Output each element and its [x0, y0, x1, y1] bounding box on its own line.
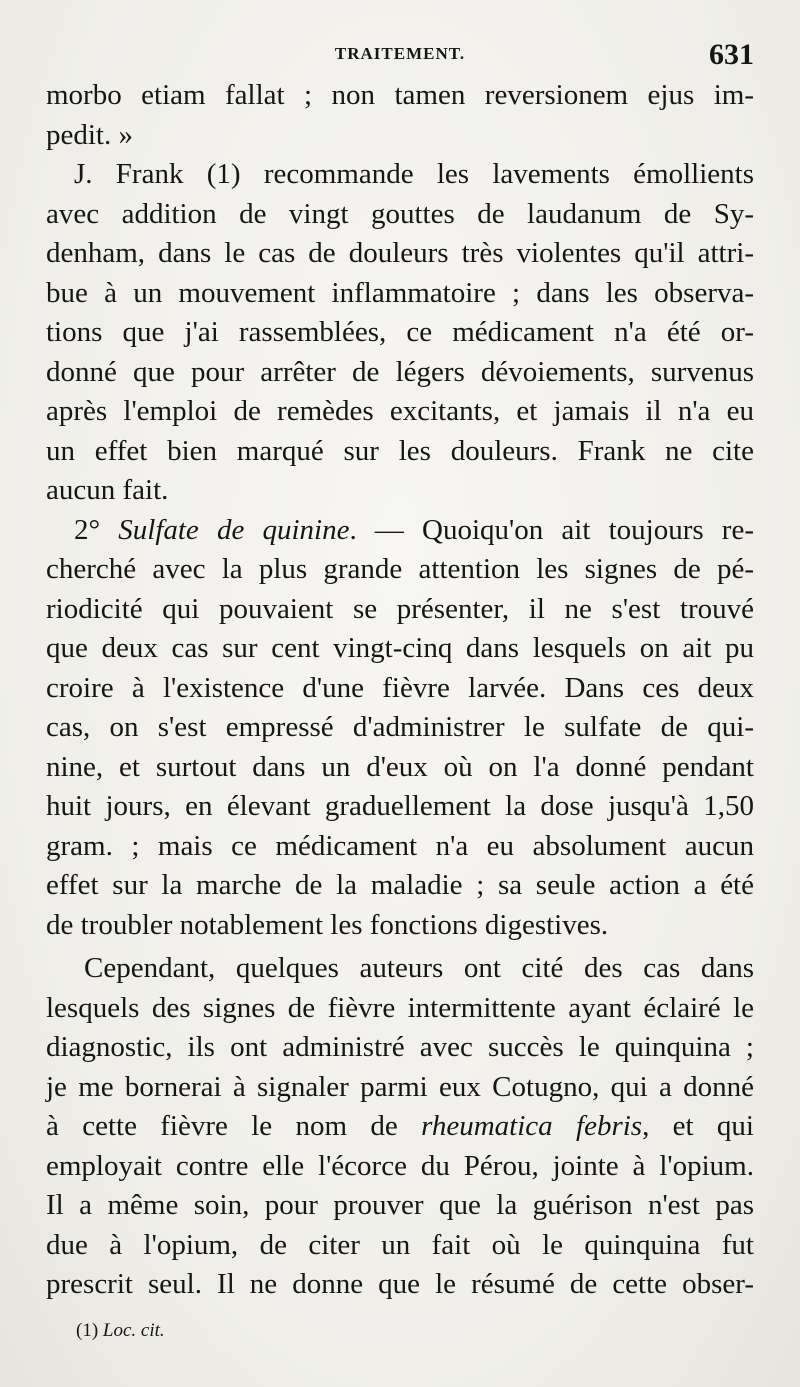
text-line: croire à l'existence d'une fièvre larvée. Dans ces deux — [46, 671, 754, 704]
text-line: huit jours, en élevant graduellement la dose jusqu'à 1,50 — [46, 790, 754, 822]
text-line: prescrit seul. Il ne donne que le résumé de cette obser- — [46, 1268, 754, 1300]
text-line — [46, 511, 754, 551]
page-number: 631 — [709, 38, 754, 71]
text-segment: , et qui — [642, 1110, 754, 1142]
text-line: après l'emploi de remèdes excitants, et jamais il n'a eu — [46, 395, 754, 427]
text-line: cas, on s'est empressé d'administrer le sulfate de qui- — [46, 711, 754, 743]
page-header — [46, 38, 754, 74]
text-line: employait contre elle l'écorce du Pérou, jointe à l'opium. — [46, 1149, 754, 1182]
text-line: pedit. » — [46, 118, 133, 151]
text-line: avec addition de vingt gouttes de laudanum de Sy- — [46, 197, 754, 230]
text-line: de troubler notablement les fonctions digestives. — [46, 908, 609, 941]
text-segment: 2° — [74, 513, 119, 546]
text-line: due à l'opium, de citer un fait où le quinquina fut — [46, 1228, 754, 1261]
text-line: effet sur la marche de la maladie ; sa seule action a été — [46, 869, 754, 901]
running-head: TRAITEMENT. — [334, 44, 466, 63]
text-line: J. Frank (1) recommande les lavements émollients — [74, 158, 754, 190]
text-line — [46, 1107, 754, 1147]
text-line: nine, et surtout dans un d'eux où on l'a donné pendant — [46, 750, 754, 783]
text-line: que deux cas sur cent vingt-cinq dans lesquels on ait pu — [46, 632, 754, 664]
text-line: morbo etiam fallat ; non tamen reversionem ejus im- — [46, 79, 754, 111]
footnote — [76, 1320, 165, 1342]
text-line: je me bornerai à signaler parmi eux Cotugno, qui a donné — [46, 1070, 754, 1103]
text-line: gram. ; mais ce médicament n'a eu absolument aucun — [46, 829, 754, 862]
text-line: aucun fait. — [46, 474, 169, 506]
italic-term: Sulfate de quinine — [118, 513, 350, 546]
footnote-text: Loc. cit. — [102, 1320, 165, 1341]
text-line: diagnostic, ils ont administré avec succès le quinquina ; — [46, 1031, 754, 1063]
footnote-marker: (1) — [76, 1320, 99, 1341]
text-line: tions que j'ai rassemblées, ce médicament n'a été or- — [46, 316, 754, 348]
text-line: Cependant, quelques auteurs ont cité des cas dans — [84, 952, 754, 984]
text-line: Il a même soin, pour prouver que la guérison n'est pas — [46, 1189, 754, 1221]
text-line: cherché avec la plus grande attention les signes de pé- — [46, 553, 754, 585]
italic-term: rheumatica febris — [421, 1110, 643, 1142]
text-line: riodicité qui pouvaient se présenter, il ne s'est trouvé — [46, 592, 754, 625]
body-text — [46, 76, 754, 1305]
text-line: bue à un mouvement inflammatoire ; dans les observa- — [46, 276, 754, 309]
text-segment: . — Quoiqu'on ait toujours re- — [349, 513, 754, 546]
text-line: denham, dans le cas de douleurs très violentes qu'il attri- — [46, 237, 754, 269]
text-line: donné que pour arrêter de légers dévoiements, survenus — [46, 355, 754, 388]
text-line: lesquels des signes de fièvre intermittente ayant éclairé le — [46, 991, 754, 1024]
text-line: un effet bien marqué sur les douleurs. Frank ne cite — [46, 434, 754, 467]
text-segment: à cette fièvre le nom de — [46, 1110, 422, 1142]
